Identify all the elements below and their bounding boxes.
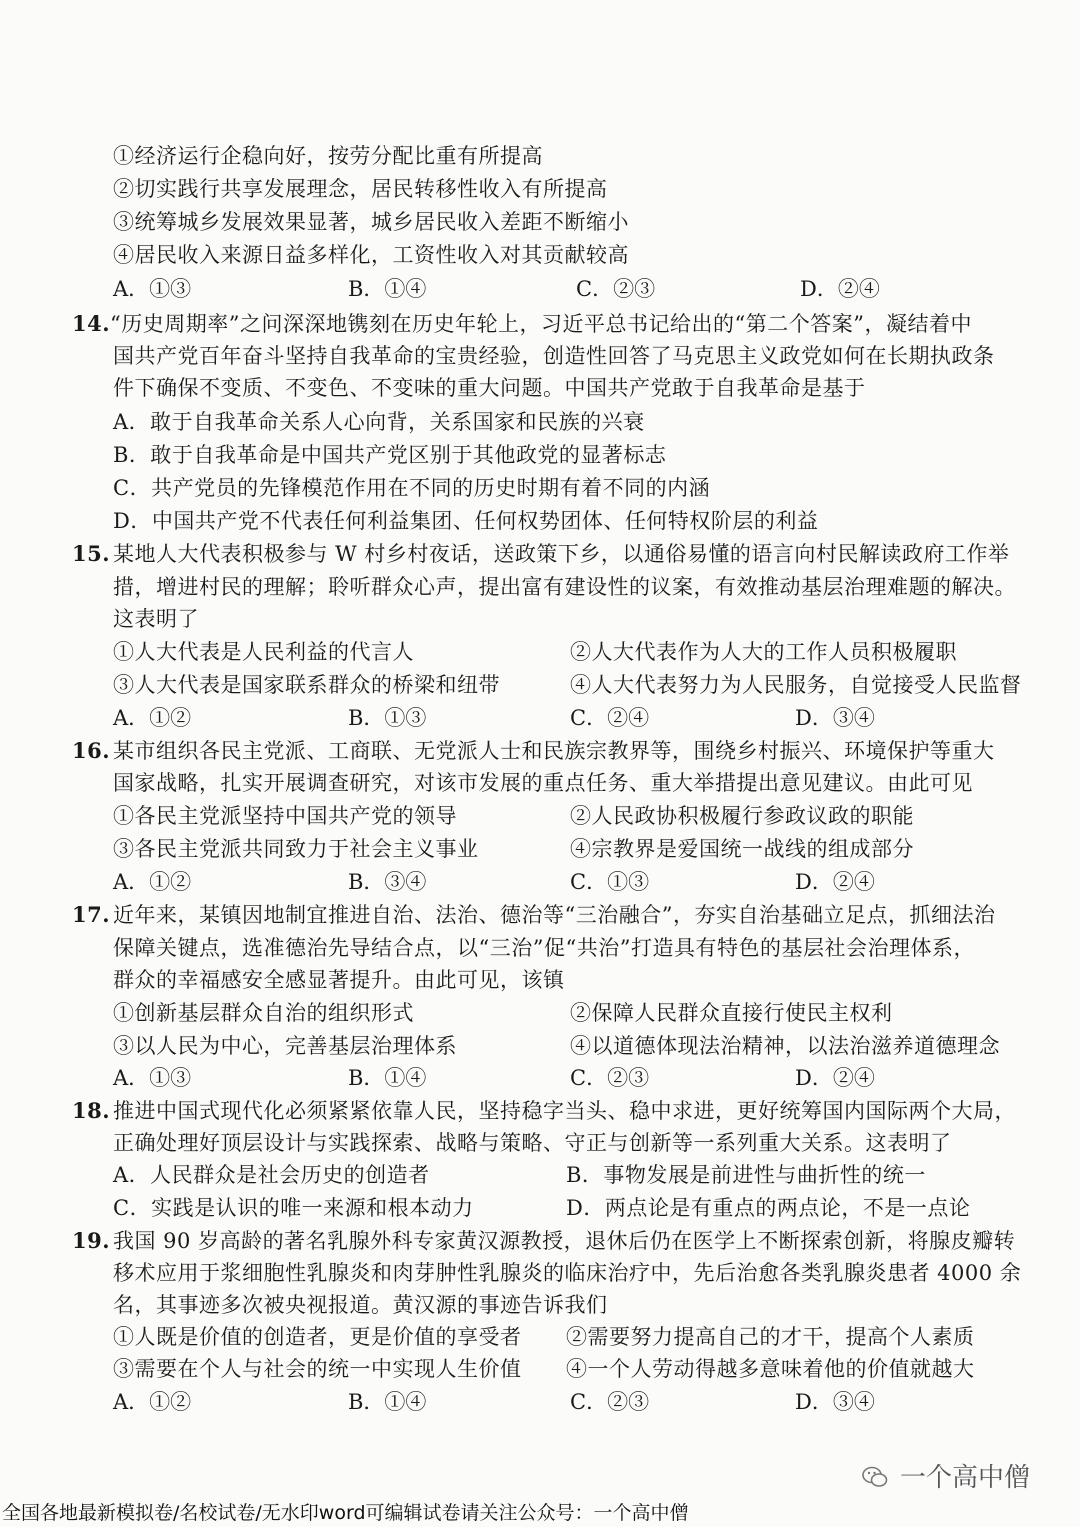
- q15-option-a: A．①②: [113, 706, 192, 730]
- q19-option-a: A．①②: [113, 1390, 192, 1414]
- q15-option-c: C．②④: [570, 706, 650, 730]
- q18-option-c: C．实践是认识的唯一来源和根本动力: [113, 1196, 474, 1220]
- q18-stem-1: 推进中国式现代化必须紧紧依靠人民，坚持稳字当头、稳中求进，更好统筹国内国际两个大局，: [113, 1099, 1016, 1123]
- q16-option-a: A．①②: [113, 870, 192, 894]
- q19-option-c: C．②③: [570, 1390, 650, 1414]
- q14-stem-1: “历史周期率”之问深深地镌刻在历史年轮上，习近平总书记给出的“第二个答案”，凝结着中: [110, 312, 972, 336]
- q14-option-b: B．敢于自我革命是中国共产党区别于其他政党的显著标志: [113, 443, 667, 467]
- q15-stem-2: 措，增进村民的理解；聆听群众心声，提出富有建设性的议案，有效推动基层治理难题的解决。: [113, 575, 1016, 599]
- q18-stem-2: 正确处理好顶层设计与实践探索、战略与策略、守正与创新等一系列重大关系。这表明了: [113, 1131, 952, 1155]
- q16-statement-3: ③各民主党派共同致力于社会主义事业: [113, 837, 479, 861]
- q17-stem-2: 保障关键点，选准德治先导结合点，以“三治”促“共治”打造具有特色的基层社会治理体系，: [113, 936, 975, 960]
- q17-statement-2: ②保障人民群众直接行使民主权利: [570, 1001, 893, 1025]
- q16-statement-4: ④宗教界是爱国统一战线的组成部分: [570, 837, 914, 861]
- q19-statement-4: ④一个人劳动得越多意味着他的价值就越大: [566, 1357, 975, 1381]
- q14-option-c: C．共产党员的先锋模范作用在不同的历史时期有着不同的内涵: [113, 476, 711, 500]
- q14-stem-2: 国共产党百年奋斗坚持自我革命的宝贵经验，创造性回答了马克思主义政党如何在长期执政条: [113, 344, 995, 368]
- q19-option-b: B．①④: [348, 1390, 427, 1414]
- q19-number: 19.: [72, 1228, 111, 1253]
- q14-number: 14.: [72, 311, 111, 336]
- q15-statement-4: ④人大代表努力为人民服务，自觉接受人民监督: [570, 673, 1022, 697]
- q15-statement-1: ①人大代表是人民利益的代言人: [113, 640, 414, 664]
- q18-number: 18.: [72, 1098, 111, 1123]
- q15-statement-2: ②人大代表作为人大的工作人员积极履职: [570, 640, 957, 664]
- q17-statement-1: ①创新基层群众自治的组织形式: [113, 1001, 414, 1025]
- q19-statement-1: ①人既是价值的创造者，更是价值的享受者: [113, 1325, 522, 1349]
- q16-number: 16.: [72, 738, 111, 763]
- q17-option-b: B．①④: [348, 1066, 427, 1090]
- q15-stem-3: 这表明了: [113, 607, 199, 631]
- q16-option-c: C．①③: [570, 870, 650, 894]
- q14-option-a: A．敢于自我革命关系人心向背，关系国家和民族的兴衰: [113, 410, 645, 434]
- q15-number: 15.: [72, 541, 111, 566]
- q13-options: [0, 275, 1080, 303]
- q15-options: [0, 704, 1080, 732]
- wechat-logo-icon: [862, 1466, 888, 1488]
- q15-statement-3: ③人大代表是国家联系群众的桥梁和纽带: [113, 673, 500, 697]
- q17-options: [0, 1064, 1080, 1092]
- q19-stem-2: 移术应用于浆细胞性乳腺炎和肉芽肿性乳腺炎的临床治疗中，先后治愈各类乳腺炎患者 4000 余: [113, 1261, 1022, 1285]
- q19-stem-1: 我国 90 岁高龄的著名乳腺外科专家黄汉源教授，退休后仍在医学上不断探索创新，将腺皮瓣转: [113, 1229, 1016, 1253]
- q18-option-d: D．两点论是有重点的两点论，不是一点论: [566, 1196, 971, 1220]
- q18-option-a: A．人民群众是社会历史的创造者: [113, 1163, 430, 1187]
- q19-option-d: D．③④: [795, 1390, 875, 1414]
- q13-statement-2: ②切实践行共享发展理念，居民转移性收入有所提高: [113, 177, 608, 201]
- q13-option-c: C．②③: [576, 277, 656, 301]
- q14-option-d: D．中国共产党不代表任何利益集团、任何权势团体、任何特权阶层的利益: [113, 509, 819, 533]
- q15-option-d: D．③④: [795, 706, 875, 730]
- q19-options: [0, 1388, 1080, 1416]
- footer-notice: 全国各地最新模拟卷/名校试卷/无水印word可编辑试卷请关注公众号：一个高中僧: [2, 1502, 689, 1524]
- q14-stem-3: 件下确保不变质、不变色、不变味的重大问题。中国共产党敢于自我革命是基于: [113, 376, 866, 400]
- q16-option-b: B．③④: [348, 870, 427, 894]
- q13-option-a: A．①③: [113, 277, 192, 301]
- q19-statement-2: ②需要努力提高自己的才干，提高个人素质: [566, 1325, 975, 1349]
- q17-statement-4: ④以道德体现法治精神，以法治滋养道德理念: [570, 1034, 1000, 1058]
- q16-stem-2: 国家战略，扎实开展调查研究，对该市发展的重点任务、重大举措提出意见建议。由此可见: [113, 771, 973, 795]
- q16-option-d: D．②④: [795, 870, 875, 894]
- q17-stem-1: 近年来，某镇因地制宜推进自治、法治、德治等“三治融合”，夯实自治基础立足点，抓细法治: [113, 903, 996, 927]
- q16-options: [0, 868, 1080, 896]
- q13-statement-3: ③统筹城乡发展效果显著，城乡居民收入差距不断缩小: [113, 210, 629, 234]
- q17-option-d: D．②④: [795, 1066, 875, 1090]
- q16-statement-1: ①各民主党派坚持中国共产党的领导: [113, 804, 457, 828]
- q17-statement-3: ③以人民为中心，完善基层治理体系: [113, 1034, 457, 1058]
- q16-statement-2: ②人民政协积极履行参政议政的职能: [570, 804, 914, 828]
- q19-stem-3: 名，其事迹多次被央视报道。黄汉源的事迹告诉我们: [113, 1293, 608, 1317]
- q13-option-d: D．②④: [800, 277, 880, 301]
- q13-statement-1: ①经济运行企稳向好，按劳分配比重有所提高: [113, 144, 543, 168]
- q17-option-a: A．①③: [113, 1066, 192, 1090]
- q18-option-b: B．事物发展是前进性与曲折性的统一: [566, 1163, 926, 1187]
- q17-stem-3: 群众的幸福感安全感显著提升。由此可见，该镇: [113, 968, 565, 992]
- q19-statement-3: ③需要在个人与社会的统一中实现人生价值: [113, 1357, 522, 1381]
- q17-option-c: C．②③: [570, 1066, 650, 1090]
- account-logo-text: 一个高中僧: [900, 1463, 1031, 1493]
- q13-statement-4: ④居民收入来源日益多样化，工资性收入对其贡献较高: [113, 243, 629, 267]
- q16-stem-1: 某市组织各民主党派、工商联、无党派人士和民族宗教界等，围绕乡村振兴、环境保护等重大: [113, 739, 995, 763]
- q15-option-b: B．①③: [348, 706, 427, 730]
- q15-stem-1: 某地人大代表积极参与 W 村乡村夜话，送政策下乡，以通俗易懂的语言向村民解读政府工作举: [113, 542, 1010, 566]
- q17-number: 17.: [72, 902, 111, 927]
- q13-option-b: B．①④: [348, 277, 427, 301]
